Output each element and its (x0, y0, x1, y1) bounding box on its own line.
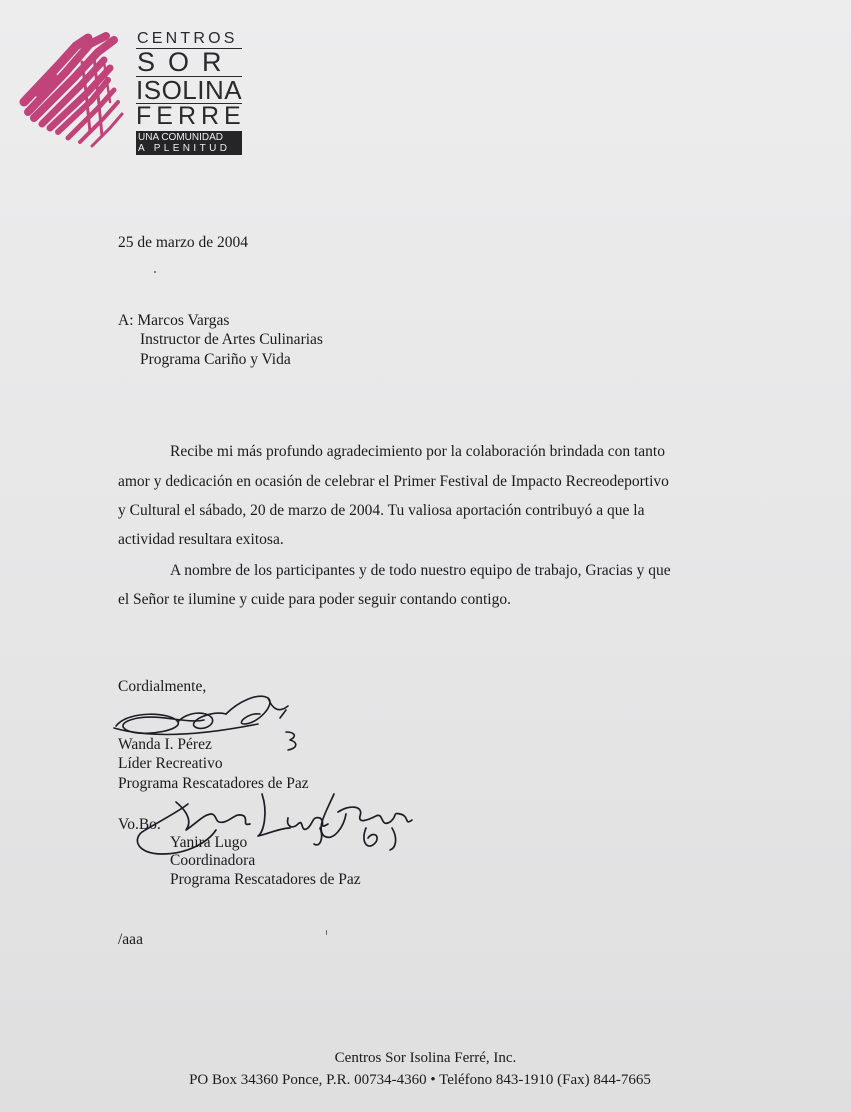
footer-organization: Centros Sor Isolina Ferré, Inc. (334, 1050, 517, 1066)
letterhead-wordmark (136, 30, 246, 155)
letterhead-tagline-band (136, 131, 242, 155)
signer-1-name: Wanda I. Pérez (118, 736, 212, 753)
closing-salutation: Cordialmente, (118, 678, 207, 695)
body-paragraph-2-line-2: el Señor te ilumine y cuide para poder seguir contando contigo. (118, 591, 511, 608)
body-paragraph-1-line-3: y Cultural el sábado, 20 de marzo de 2004. Tu valiosa aportación contribuyó a que la (118, 502, 645, 519)
body-paragraph-2-line-1: A nombre de los participantes y de todo nuestro equipo de trabajo, Gracias y que (170, 562, 671, 579)
letterhead-line-isolina: ISOLINA (136, 75, 243, 105)
footer-contact: PO Box 34360 Ponce, P.R. 00734-4360 • Teléfono 843-1910 (Fax) 844-7665 (189, 1072, 651, 1088)
paper-speck (326, 930, 327, 935)
signer-1-title: Líder Recreativo (118, 755, 223, 772)
approval-label: Vo.Bo. (118, 816, 161, 833)
letterhead-line-ferre: FERRE (136, 102, 246, 130)
letter-date: 25 de marzo de 2004 (118, 234, 248, 251)
signer-2-program: Programa Rescatadores de Paz (170, 871, 361, 888)
signer-1-program: Programa Rescatadores de Paz (118, 775, 309, 792)
letterhead-tagline-2: A PLENITUD (138, 143, 231, 154)
typist-initials: /aaa (118, 931, 143, 948)
body-paragraph-1-line-4: actividad resultara exitosa. (118, 531, 284, 548)
letterhead-line-sor: SOR (136, 49, 242, 77)
letterhead-logo (18, 30, 248, 162)
recipient-title: Instructor de Artes Culinarias (140, 331, 323, 348)
recipient-program: Programa Cariño y Vida (140, 351, 291, 368)
recipient-name: A: Marcos Vargas (118, 312, 230, 329)
brushstroke-logo-icon (18, 32, 136, 150)
signer-2-title: Coordinadora (170, 852, 256, 869)
body-paragraph-1-line-2: amor y dedicación en ocasión de celebrar el Primer Festival de Impacto Recreodeportivo (118, 473, 669, 490)
body-paragraph-1-line-1: Recibe mi más profundo agradecimiento por la colaboración brindada con tanto (170, 443, 665, 460)
letterhead-line-centros: CENTROS (136, 30, 242, 49)
letterhead-tagline-1: UNA COMUNIDAD (138, 132, 224, 143)
signer-2-name: Yanira Lugo (170, 834, 248, 851)
paper-speck (154, 271, 156, 273)
